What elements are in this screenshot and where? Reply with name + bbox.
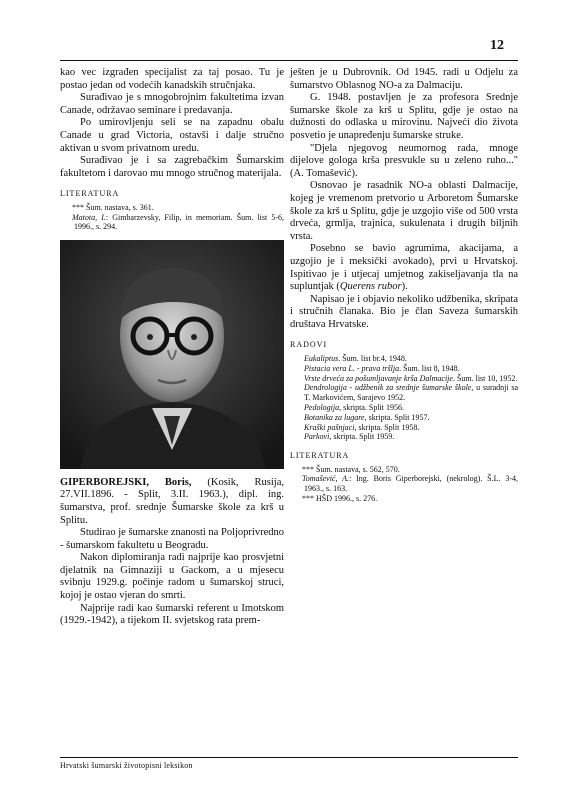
paragraph: ješten je u Dubrovnik. Od 1945. radi u Odjelu za šumarstvo Oblasnog NO-a za Dalmaciju. <box>290 67 518 91</box>
work-title: Kraški pašnjaci <box>304 422 355 432</box>
paragraph: Surađivao je s mnogobrojnim fakultetima izvan Canade, održavao seminare i predavanja. <box>60 92 284 116</box>
work-details: , skripta. Split 1959. <box>329 432 395 442</box>
work-details: , u suradnji sa T. Markovićem, Sarajevo 1952. <box>304 383 519 403</box>
reference-author: Tomašević, A. <box>302 474 350 484</box>
work-item <box>290 413 518 423</box>
reference-item <box>60 213 284 232</box>
right-column <box>290 67 518 503</box>
page-number: 12 <box>490 38 504 53</box>
reference-item: *** HŠD 1996., s. 276. <box>302 493 378 503</box>
work-item <box>290 423 518 433</box>
paragraph: G. 1948. postavljen je za profesora Srednje šumarske škole za krš u Splitu, gdje je ostao na dužnosti do odlaska u mirovinu. Najveći dio života posvetio je unapređenju šumarske struke. <box>290 92 518 141</box>
biography-details: (Kosik, Rusija, 27.VII.1896. - Split, 3.II. 1963.), dipl. ing. šumarstva, prof. srednje Šumarske škole za krš u Splitu. <box>60 476 284 526</box>
works-heading: RADOVI <box>290 340 328 350</box>
work-title: Parkovi <box>304 432 330 442</box>
work-item <box>290 354 518 364</box>
work-details: . Šum. list 10, 1952. <box>452 373 518 383</box>
paragraph <box>290 243 518 293</box>
work-details: . Šum. list br.4, 1948. <box>338 354 407 364</box>
quote-paragraph: "Djela njegovog neumornog rada, mnoge dijelove gologa krša presvukle su u zeleno ruho..." (A. Tomašević). <box>290 142 518 179</box>
portrait-photo <box>60 240 284 469</box>
paragraph: Po umirovljenju seli se na zapadnu obalu Canade u grad Victoria, ostavši i dalje stručno aktivan u svom privatnom uredu. <box>60 117 284 154</box>
work-item <box>290 374 518 384</box>
biography-intro <box>60 477 284 527</box>
species-name: Querens rubor <box>339 281 402 293</box>
work-title: Pedologija <box>304 403 340 413</box>
work-item <box>290 403 518 413</box>
work-title: Vrste drveća za pošumljavanje krša Dalmacije <box>304 373 453 383</box>
work-title: Botanika za lugare <box>304 412 365 422</box>
paragraph: Napisao je i objavio nekoliko udžbenika, skripata i stručnih članaka. Bio je član Saveza šumarskih društava Hrvatske. <box>290 293 518 330</box>
work-title: Eukaliptus <box>304 354 339 364</box>
paragraph: Osnovao je rasadnik NO-a oblasti Dalmacije, kojeg je vremenom pretvorio u Arboretom Šumarske škole za krš u Splitu, gdje je uzgojio više od 500 vrsta drveća, grmlja, trajnica, sukulenata i drugih biljnih vrsta. <box>290 180 518 242</box>
work-item <box>290 432 518 442</box>
work-title: Dendrologija - udžbenik za srednje šumarske škole <box>304 383 472 393</box>
paragraph: Surađivao je i sa zagrebačkim Šumarskim fakultetom i darovao mu mnogo stručnog materijala. <box>60 155 284 179</box>
portrait-image <box>60 240 284 469</box>
paragraph: Nakon diplomiranja radi najprije kao prosvjetni djelatnik na Gimnaziji u Gackom, a u mjesecu svibnju 1929.g. počinje radom u šumarskoj struci, kojoj je ostao vjeran do smrti. <box>60 552 284 602</box>
work-title: Pistacia vera L. - prava tršlja <box>304 363 400 373</box>
reference-item: *** Šum. nastava, s. 361. <box>72 202 154 212</box>
work-details: , skripta. Split 1958. <box>354 422 420 432</box>
reference-item <box>290 474 518 493</box>
work-details: , skripta. Split 1956. <box>339 403 404 413</box>
header-rule <box>60 60 518 61</box>
reference-text: : Ing. Boris Giperborejski, (nekrolog). Š.L. 3-4, 1963., s. 163. <box>304 474 518 494</box>
reference-text: : Gimbarzevsky, Filip, in memoriam. Šum. list 5-6, 1996., s. 294. <box>74 212 284 232</box>
biography-name: GIPERBOREJSKI, Boris, <box>60 476 192 488</box>
literature-heading: LITERATURA <box>290 451 350 461</box>
work-item <box>290 383 518 403</box>
footer-rule <box>60 757 518 758</box>
paragraph: kao vec izgrađen specijalist za taj posao. Tu je postao jedan od vodećih kanadskih stručnjaka. <box>60 67 284 91</box>
reference-author: Matota, I. <box>72 212 106 222</box>
work-item <box>290 364 518 374</box>
page-footer: Hrvatski šumarski životopisni leksikon <box>60 761 193 770</box>
work-details: . Šum. list 8, 1948. <box>399 363 460 373</box>
paragraph: Najprije radi kao šumarski referent u Imotskom (1929.-1942), a tijekom II. svjetskog rata prem- <box>60 602 284 627</box>
work-details: , skripta. Split 1957. <box>364 412 430 422</box>
paragraph: Studirao je šumarske znanosti na Poljoprivredno - šumarskom fakultetu u Beogradu. <box>60 527 284 551</box>
paragraph-text: Posebno se bavio agrumima, akacijama, a uzgojio je i meksički avokado), prvi u Hrvatskoj. Ispitivao je i utjecaj umjetnog zakiseljavanja tla na supluntjak ( <box>290 243 518 293</box>
left-column <box>60 67 284 628</box>
literature-heading: LITERATURA <box>60 189 120 199</box>
reference-item: *** Šum. nastava, s. 562, 570. <box>302 464 400 474</box>
paragraph-text: ). <box>401 281 408 293</box>
